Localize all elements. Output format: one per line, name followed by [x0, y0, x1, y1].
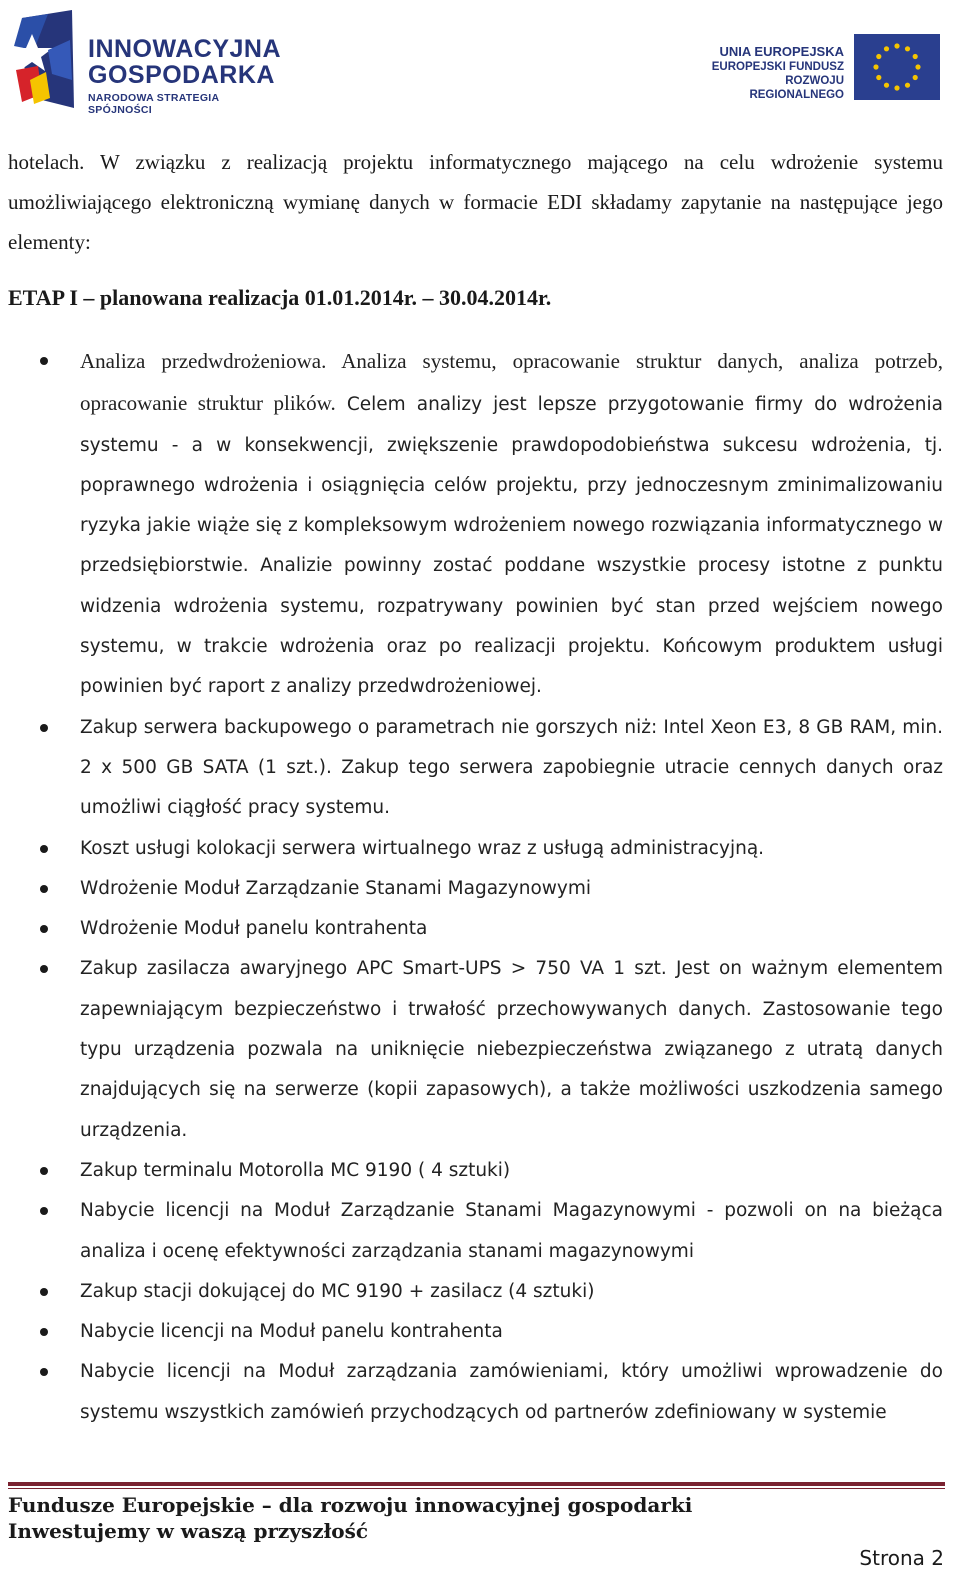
- footer-rule: [8, 1482, 945, 1486]
- intro-text: hotelach. W związku z realizacją projektu informatycznego mającego na celu wdrożenie systemu umożliwiającego elektroniczną wymianę danych w formacie EDI składamy zapytanie na następujące jego elementy:: [8, 150, 943, 254]
- bullet-icon: [40, 724, 48, 732]
- list-item: [0, 1312, 960, 1352]
- ig-wordmark: [88, 36, 282, 116]
- list-item: [0, 708, 960, 829]
- eu-wordmark: [690, 44, 844, 102]
- ig-line2: GOSPODARKA: [88, 61, 275, 89]
- list-item: [0, 341, 960, 708]
- bullet-icon: [40, 845, 48, 853]
- bullet-icon: [40, 1328, 48, 1336]
- list-item-text: Koszt usługi kolokacji serwera wirtualnego wraz z usługą administracyjną.: [80, 837, 765, 859]
- bullet-icon: [40, 1288, 48, 1296]
- bullet-icon: [40, 357, 48, 365]
- bullet-icon: [40, 1368, 48, 1376]
- list-item: [0, 829, 960, 869]
- bullet-icon: [40, 1167, 48, 1175]
- bullet-icon: [40, 965, 48, 973]
- ig-flag-icon: [12, 10, 80, 110]
- eu-line3: ROZWOJU REGIONALNEGO: [749, 75, 844, 101]
- list-item-text: Zakup stacji dokującej do MC 9190 + zasilacz (4 sztuki): [80, 1280, 595, 1302]
- list-item-text: Zakup terminalu Motorolla MC 9190 ( 4 sztuki): [80, 1159, 511, 1181]
- list-item-text: Nabycie licencji na Moduł panelu kontrahenta: [80, 1321, 503, 1343]
- eu-logo: [690, 34, 940, 102]
- list-item-text: Zakup zasilacza awaryjnego APC Smart-UPS > 750 VA 1 szt. Jest on ważnym elementem zapewniającym bezpieczeństwo i trwałość przechowywanych danych. Zastosowanie tego typu urządzenia pozwala na uniknięcie niebezpieczeństwa związanego z utratą danych znajdujących się na serwerze (kopii zapasowych), a także możliwości uszkodzenia samego urządzenia.: [80, 958, 943, 1141]
- ig-line3: NARODOWA STRATEGIA SPÓJNOŚCI: [88, 92, 220, 116]
- eu-line1: UNIA EUROPEJSKA: [719, 44, 844, 59]
- bullet-icon: [40, 885, 48, 893]
- intro-paragraph: [8, 142, 943, 262]
- ig-line1: INNOWACYJNA: [88, 35, 282, 63]
- list-item-text: Zakup serwera backupowego o parametrach nie gorszych niż: Intel Xeon E3, 8 GB RAM, min. 2 x 500 GB SATA (1 szt.). Zakup tego serwera zapobiegnie utracie cennych danych oraz umożliwi ciągłość pracy systemu.: [80, 716, 943, 819]
- eu-flag-icon: [854, 34, 940, 100]
- list-item: [0, 1191, 960, 1272]
- page-number: Strona 2: [859, 1546, 944, 1570]
- list-item-text: Wdrożenie Moduł Zarządzanie Stanami Magazynowymi: [80, 877, 591, 899]
- list-item: [0, 1151, 960, 1191]
- elements-list: [0, 341, 960, 1433]
- list-item-text: Celem analizy jest lepsze przygotowanie firmy do wdrożenia systemu - a w konsekwencji, zwiększenie prawdopodobieństwa sukcesu wdrożenia, tj. poprawnego wdrożenia i osiągnięcia celów projektu, przy jednoczesnym zminimalizowaniu ryzyka jakie wiąże się z kompleksowym wdrożeniem nowego rozwiązania informatycznego w przedsiębiorstwie. Analizie powinny zostać poddane wszystkie procesy istotne z punktu widzenia wdrożenia systemu, rozpatrywany powinien być stan przed wejściem nowego systemu, w trakcie wdrożenia oraz po realizacji projektu. Końcowym produktem usługi powinien być raport z analizy przedwdrożeniowej.: [80, 394, 943, 698]
- footer-line2: Inwestujemy w waszą przyszłość: [8, 1519, 369, 1543]
- list-item-lead: Analiza przedwdrożeniowa. Analiza systemu, opracowanie struktur danych, analiza potrzeb, opracowanie struktur plików.: [80, 349, 943, 416]
- footer-rule-thin: [8, 1488, 945, 1489]
- list-item: [0, 949, 960, 1150]
- footer-line1: Fundusze Europejskie – dla rozwoju innowacyjnej gospodarki: [8, 1493, 693, 1517]
- bullet-icon: [40, 1207, 48, 1215]
- list-item-text: Wdrożenie Moduł panelu kontrahenta: [80, 918, 428, 940]
- list-item: [0, 1272, 960, 1312]
- list-item: [0, 869, 960, 909]
- stage-heading: ETAP I – planowana realizacja 01.01.2014r. – 30.04.2014r.: [8, 285, 552, 310]
- list-item: [0, 1352, 960, 1433]
- list-item-text: Nabycie licencji na Moduł zarządzania zamówieniami, który umożliwi wprowadzenie do systemu wszystkich zamówień przychodzących od partnerów zdefiniowany w systemie: [80, 1361, 943, 1423]
- list-item: [0, 909, 960, 949]
- eu-line2: EUROPEJSKI FUNDUSZ: [711, 61, 844, 73]
- list-item-text: Nabycie licencji na Moduł Zarządzanie Stanami Magazynowymi - pozwoli on na bieżąca analiza i ocenę efektywności zarządzania stanami magazynowymi: [80, 1200, 943, 1262]
- bullet-icon: [40, 925, 48, 933]
- innowacyjna-gospodarka-logo: [12, 10, 282, 116]
- footer: [8, 1492, 692, 1544]
